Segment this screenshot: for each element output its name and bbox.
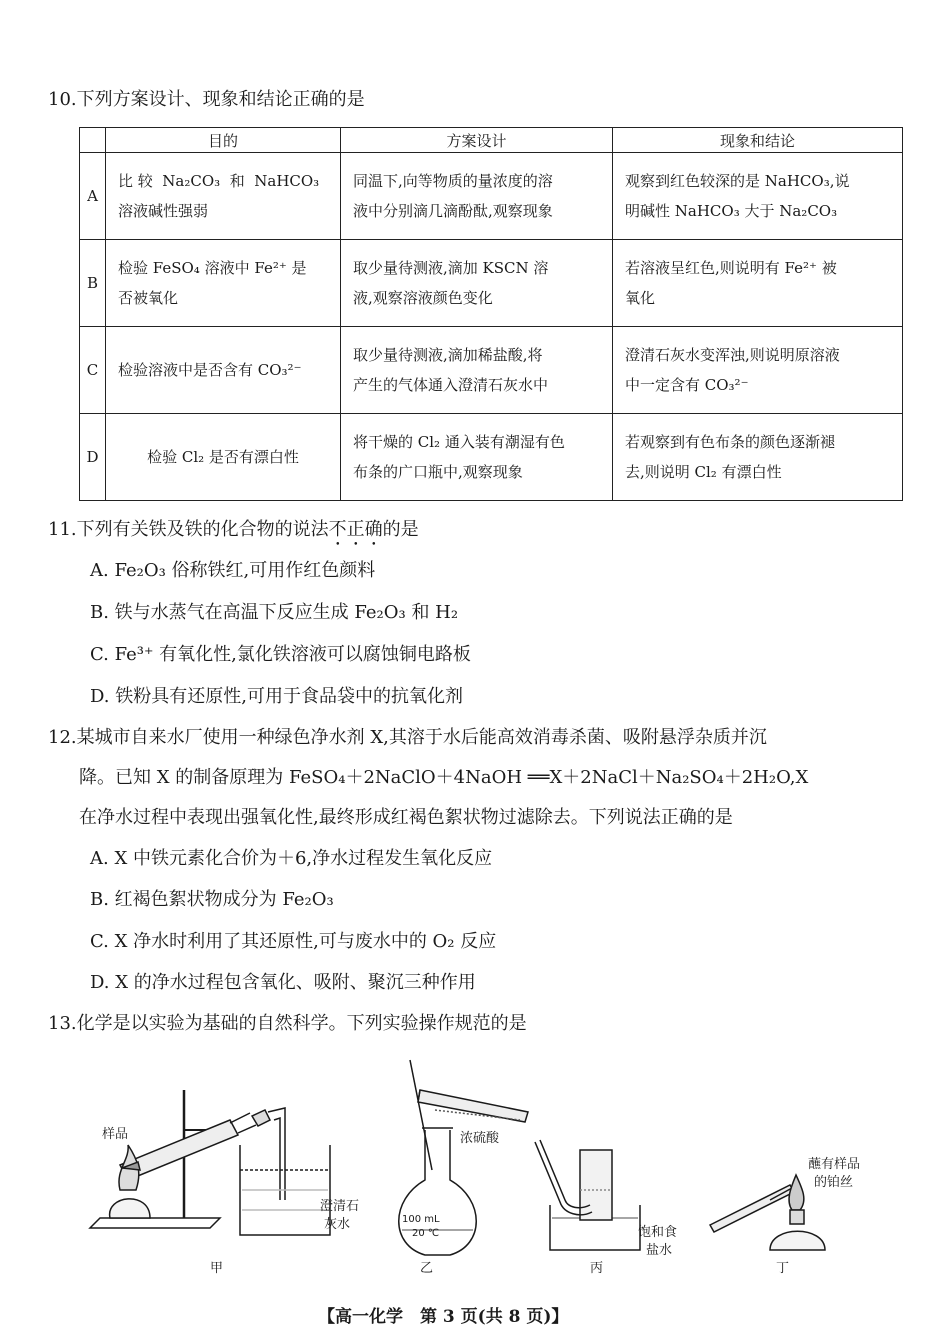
row-label: C bbox=[80, 327, 106, 414]
q11-option-a: A. Fe₂O₃ 俗称铁红,可用作红色颜料 bbox=[90, 560, 376, 581]
caption-ding: 丁 bbox=[776, 1261, 790, 1276]
label-flask-volume: 100 mL bbox=[402, 1214, 440, 1225]
row-label: A bbox=[80, 153, 106, 240]
header-purpose: 目的 bbox=[106, 128, 341, 153]
label-conc-acid: 浓硫酸 bbox=[460, 1131, 500, 1146]
cell-result: 若溶液呈红色,则说明有 Fe²⁺ 被 氧化 bbox=[613, 240, 903, 327]
apparatus-jia bbox=[90, 1090, 330, 1235]
q12-stem-line1: 12.某城市自来水厂使用一种绿色净水剂 X,其溶于水后能高效消毒杀菌、吸附悬浮杂质并沉 bbox=[48, 727, 767, 748]
cell-purpose: 比 较 Na₂CO₃ 和 NaHCO₃ 溶液碱性强弱 bbox=[106, 153, 341, 240]
label-limewater-2: 灰水 bbox=[324, 1217, 351, 1232]
caption-yi: 乙 bbox=[420, 1261, 434, 1276]
label-limewater-1: 澄清石 bbox=[320, 1199, 360, 1214]
table-row bbox=[80, 414, 903, 501]
q11-option-b: B. 铁与水蒸气在高温下反应生成 Fe₂O₃ 和 H₂ bbox=[90, 602, 459, 623]
cell-purpose: 检验 Cl₂ 是否有漂白性 bbox=[106, 414, 341, 501]
row-label: B bbox=[80, 240, 106, 327]
q10-stem: 10.下列方案设计、现象和结论正确的是 bbox=[48, 89, 365, 110]
header-blank bbox=[80, 128, 106, 153]
label-flask-temp: 20 ℃ bbox=[412, 1228, 440, 1239]
apparatus-ding bbox=[710, 1175, 825, 1250]
q12-stem-line2: 降。已知 X 的制备原理为 FeSO₄＋2NaClO＋4NaOH ══X＋2NaCl＋Na₂SO₄＋2H₂O,X bbox=[79, 767, 809, 788]
caption-bing: 丙 bbox=[590, 1261, 604, 1276]
label-brine-2: 盐水 bbox=[646, 1243, 673, 1258]
cell-result: 若观察到有色布条的颜色逐渐褪 去,则说明 Cl₂ 有漂白性 bbox=[613, 414, 903, 501]
q12-option-d: D. X 的净水过程包含氧化、吸附、聚沉三种作用 bbox=[90, 972, 476, 993]
cell-design: 取少量待测液,滴加稀盐酸,将 产生的气体通入澄清石灰水中 bbox=[341, 327, 613, 414]
caption-jia: 甲 bbox=[210, 1261, 224, 1276]
cell-purpose: 检验 FeSO₄ 溶液中 Fe²⁺ 是 否被氧化 bbox=[106, 240, 341, 327]
row-label: D bbox=[80, 414, 106, 501]
header-result: 现象和结论 bbox=[613, 128, 903, 153]
q12-option-c: C. X 净水时利用了其还原性,可与废水中的 O₂ 反应 bbox=[90, 931, 497, 952]
q10-table bbox=[79, 127, 903, 501]
cell-result: 观察到红色较深的是 NaHCO₃,说 明碱性 NaHCO₃ 大于 Na₂CO₃ bbox=[613, 153, 903, 240]
page-footer: 【高一化学 第 3 页(共 8 页)】 bbox=[318, 1307, 569, 1327]
table-row bbox=[80, 327, 903, 414]
apparatus-figure bbox=[80, 1050, 870, 1290]
cell-purpose: 检验溶液中是否含有 CO₃²⁻ bbox=[106, 327, 341, 414]
apparatus-bing bbox=[535, 1140, 640, 1250]
cell-design: 将干燥的 Cl₂ 通入装有潮湿有色 布条的广口瓶中,观察现象 bbox=[341, 414, 613, 501]
q11-option-c: C. Fe³⁺ 有氧化性,氯化铁溶液可以腐蚀铜电路板 bbox=[90, 644, 471, 665]
table-row bbox=[80, 153, 903, 240]
apparatus-yi bbox=[399, 1060, 528, 1255]
cell-design: 同温下,向等物质的量浓度的溶 液中分别滴几滴酚酞,观察现象 bbox=[341, 153, 613, 240]
q11-stem: 11.下列有关铁及铁的化合物的说法不正确的是 bbox=[48, 519, 419, 540]
cell-design: 取少量待测液,滴加 KSCN 溶 液,观察溶液颜色变化 bbox=[341, 240, 613, 327]
q12-option-b: B. 红褐色絮状物成分为 Fe₂O₃ bbox=[90, 889, 334, 910]
q11-option-d: D. 铁粉具有还原性,可用于食品袋中的抗氧化剂 bbox=[90, 686, 463, 707]
table-row bbox=[80, 240, 903, 327]
label-wire-2: 的铂丝 bbox=[814, 1175, 854, 1190]
header-design: 方案设计 bbox=[341, 128, 613, 153]
table-header-row bbox=[80, 128, 903, 153]
label-wire-1: 蘸有样品 bbox=[808, 1157, 861, 1172]
q13-stem: 13.化学是以实验为基础的自然科学。下列实验操作规范的是 bbox=[48, 1013, 527, 1034]
q12-option-a: A. X 中铁元素化合价为＋6,净水过程发生氧化反应 bbox=[90, 848, 493, 869]
label-sample: 样品 bbox=[102, 1127, 129, 1142]
cell-result: 澄清石灰水变浑浊,则说明原溶液 中一定含有 CO₃²⁻ bbox=[613, 327, 903, 414]
emphasis-not-correct: 不正确 bbox=[328, 519, 383, 540]
label-brine-1: 饱和食 bbox=[638, 1225, 678, 1240]
q12-stem-line3: 在净水过程中表现出强氧化性,最终形成红褐色絮状物过滤除去。下列说法正确的是 bbox=[79, 807, 733, 828]
